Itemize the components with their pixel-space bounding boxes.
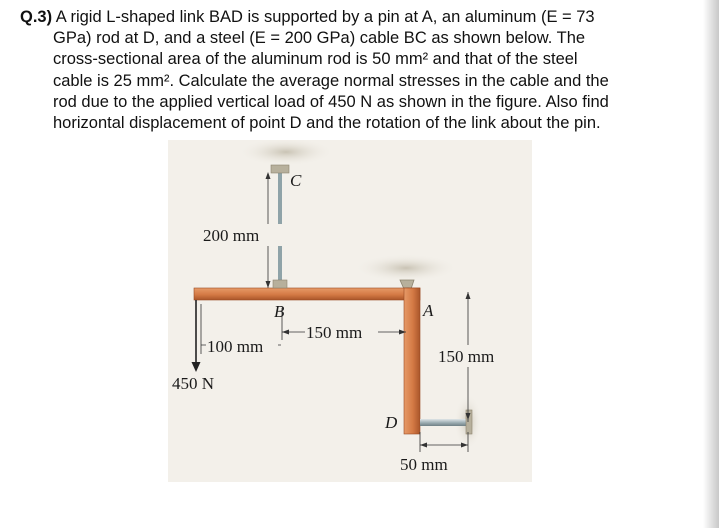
point-a-label: A xyxy=(423,301,434,320)
ceiling-support-a xyxy=(354,254,458,282)
question-line-4: cable is 25 mm². Calculate the average normal stresses in the cable and the xyxy=(53,71,609,90)
link-horizontal-arm xyxy=(194,288,420,300)
question-line-3: cross-sectional area of the aluminum rod is 50 mm² and that of the steel xyxy=(53,50,578,69)
dim-100-label: 100 mm xyxy=(207,337,264,356)
question-text xyxy=(20,7,710,134)
link-vertical-arm xyxy=(404,288,420,434)
question-line-6: horizontal displacement of point D and the rotation of the link about the pin. xyxy=(53,114,601,133)
cable-bottom-clevis xyxy=(273,280,287,288)
aluminum-rod-d xyxy=(420,419,470,426)
point-c-label: C xyxy=(290,171,302,190)
dim-150-horizontal-label: 150 mm xyxy=(306,323,363,342)
dim-200-label: 200 mm xyxy=(203,226,260,245)
cable-top-clevis xyxy=(271,165,289,173)
dim-50-label: 50 mm xyxy=(400,455,448,474)
question-line-5: rod due to the applied vertical load of 450 N as shown in the figure. Also find xyxy=(53,92,609,111)
load-label: 450 N xyxy=(172,374,215,393)
question-line-2: GPa) rod at D, and a steel (E = 200 GPa) cable BC as shown below. The xyxy=(53,29,586,48)
mechanism-figure xyxy=(168,140,532,482)
point-b-label: B xyxy=(274,302,285,321)
point-d-label: D xyxy=(385,413,398,432)
dim-150-vertical-label: 150 mm xyxy=(438,347,495,366)
question-line-1: Q.3) A rigid L-shaped link BAD is supported by a pin at A, an aluminum (E = 73 xyxy=(20,8,595,26)
question-number: Q.3) xyxy=(20,8,53,26)
